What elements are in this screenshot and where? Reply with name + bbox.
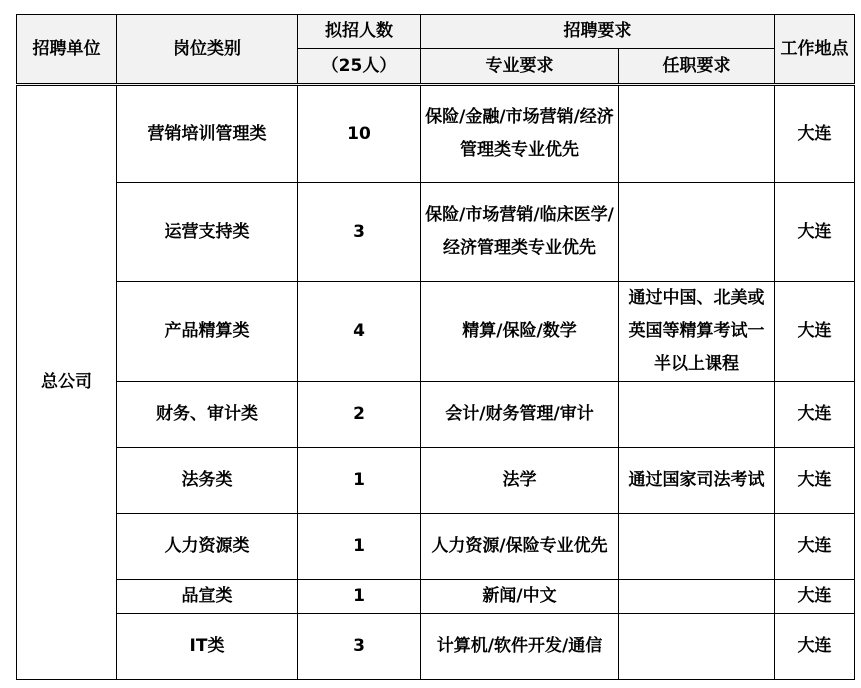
location-cell: 大连 (775, 85, 855, 183)
count-cell: 1 (298, 514, 421, 580)
category-cell: 品宣类 (117, 580, 298, 614)
position-cell (619, 514, 775, 580)
table-row (17, 382, 855, 448)
major-cell: 保险/金融/市场营销/经济管理类专业优先 (421, 85, 619, 183)
count-cell: 3 (298, 614, 421, 680)
header-category: 岗位类别 (117, 15, 298, 85)
header-count: 拟招人数 (298, 15, 421, 49)
count-cell: 1 (298, 580, 421, 614)
category-cell: IT类 (117, 614, 298, 680)
major-cell: 保险/市场营销/临床医学/经济管理类专业优先 (421, 183, 619, 282)
location-cell: 大连 (775, 448, 855, 514)
count-cell: 10 (298, 85, 421, 183)
category-cell: 运营支持类 (117, 183, 298, 282)
category-cell: 人力资源类 (117, 514, 298, 580)
position-cell (619, 85, 775, 183)
category-cell: 产品精算类 (117, 282, 298, 382)
table-row (17, 448, 855, 514)
category-cell: 营销培训管理类 (117, 85, 298, 183)
table-row (17, 183, 855, 282)
header-location: 工作地点 (775, 15, 855, 85)
location-cell: 大连 (775, 282, 855, 382)
position-cell (619, 382, 775, 448)
location-cell: 大连 (775, 580, 855, 614)
header-count-total: （25人） (298, 49, 421, 85)
position-cell: 通过国家司法考试 (619, 448, 775, 514)
count-cell: 3 (298, 183, 421, 282)
header-unit: 招聘单位 (17, 15, 117, 85)
count-cell: 2 (298, 382, 421, 448)
category-cell: 财务、审计类 (117, 382, 298, 448)
count-cell: 1 (298, 448, 421, 514)
location-cell: 大连 (775, 382, 855, 448)
table-row (17, 85, 855, 183)
position-cell (619, 580, 775, 614)
location-cell: 大连 (775, 614, 855, 680)
major-cell: 计算机/软件开发/通信 (421, 614, 619, 680)
major-cell: 精算/保险/数学 (421, 282, 619, 382)
recruitment-table (16, 14, 855, 680)
position-cell (619, 183, 775, 282)
header-major-req: 专业要求 (421, 49, 619, 85)
header-position-req: 任职要求 (619, 49, 775, 85)
location-cell: 大连 (775, 514, 855, 580)
major-cell: 法学 (421, 448, 619, 514)
header-requirements: 招聘要求 (421, 15, 775, 49)
table-row (17, 614, 855, 680)
position-cell: 通过中国、北美或英国等精算考试一半以上课程 (619, 282, 775, 382)
table-row (17, 282, 855, 382)
major-cell: 人力资源/保险专业优先 (421, 514, 619, 580)
major-cell: 会计/财务管理/审计 (421, 382, 619, 448)
position-cell (619, 614, 775, 680)
table-row (17, 580, 855, 614)
count-cell: 4 (298, 282, 421, 382)
location-cell: 大连 (775, 183, 855, 282)
table-row (17, 514, 855, 580)
major-cell: 新闻/中文 (421, 580, 619, 614)
category-cell: 法务类 (117, 448, 298, 514)
unit-name: 总公司 (17, 85, 117, 680)
